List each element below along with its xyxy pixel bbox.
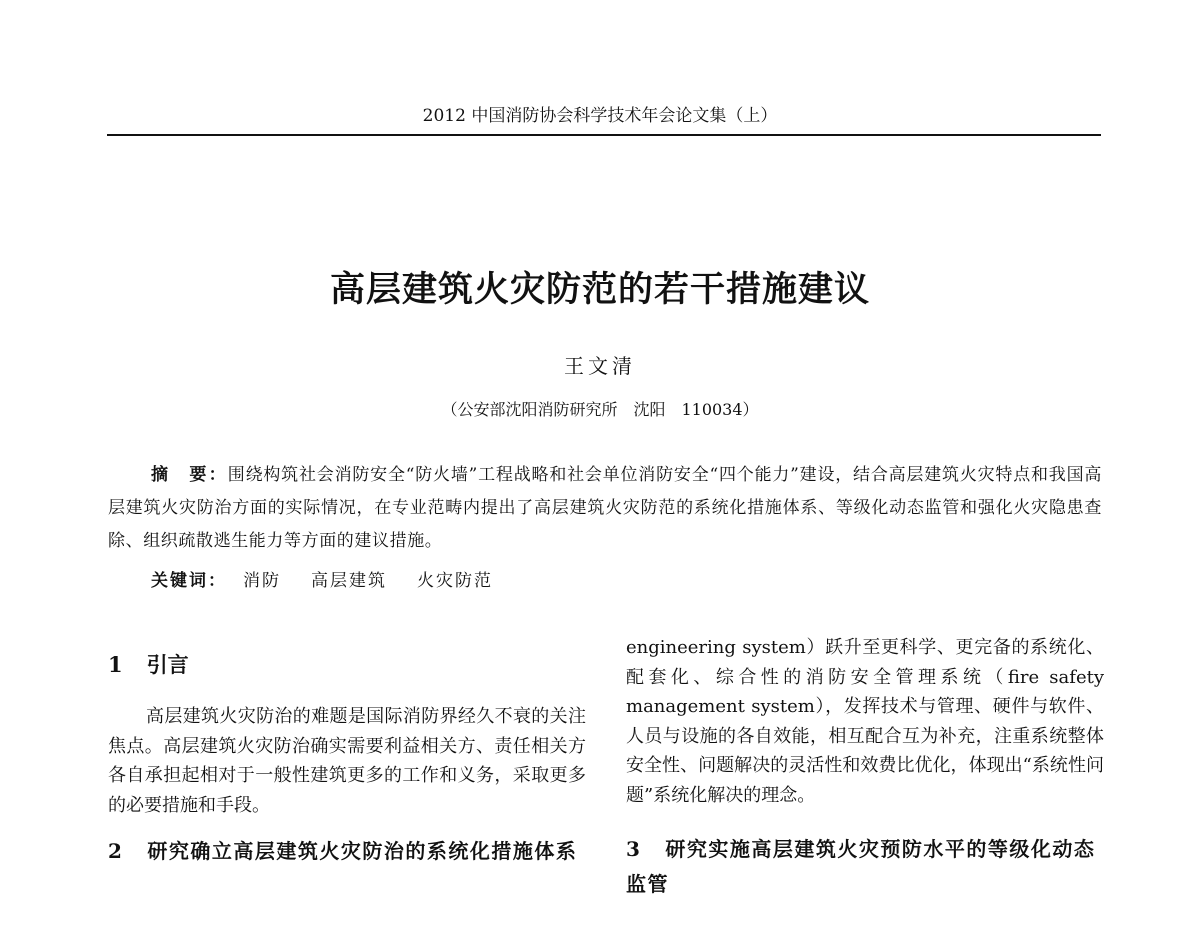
keywords — [151, 567, 1051, 595]
right-column — [626, 633, 1104, 902]
article-title: 高层建筑火灾防范的若干措施建议 — [329, 269, 870, 310]
section-heading-3 — [626, 832, 1104, 902]
running-head: 2012 中国消防协会科学技术年会论文集（上） — [422, 106, 778, 126]
section-heading-1 — [108, 650, 586, 680]
keyword-item: 高层建筑 — [311, 571, 387, 591]
abstract-text: 围绕构筑社会消防安全“防火墙”工程战略和社会单位消防安全“四个能力”建设，结合高层建筑火灾特点和我国高层建筑火灾防治方面的实际情况，在专业范畴内提出了高层建筑火灾防范的系统化措施体系、等级化动态监管和强化火灾隐患查除、组织疏散逃生能力等方面的建议措施。 — [108, 465, 1102, 551]
keywords-label: 关键词： — [151, 571, 227, 591]
author-name: 王文清 — [564, 354, 636, 378]
abstract-label: 摘 要： — [151, 465, 228, 485]
section-number: 2 — [108, 839, 124, 863]
header-rule — [107, 134, 1101, 136]
author-affiliation: （公安部沈阳消防研究所 沈阳 110034） — [441, 400, 759, 419]
section-title: 研究确立高层建筑火灾防治的系统化措施体系 — [147, 839, 578, 863]
paragraph: 高层建筑火灾防治的难题是国际消防界经久不衰的关注焦点。高层建筑火灾防治确实需要利益相关方、责任相关方各自承担起相对于一般性建筑更多的工作和义务，采取更多的必要措施和手段。 — [108, 706, 586, 816]
section-title: 引言 — [146, 652, 189, 677]
left-column — [108, 630, 586, 869]
section-heading-2 — [108, 834, 586, 869]
section-title: 研究实施高层建筑火灾预防水平的等级化动态监管 — [626, 837, 1096, 896]
keyword-item: 火灾防范 — [417, 571, 493, 591]
abstract — [108, 459, 1102, 558]
keyword-item: 消防 — [243, 571, 281, 591]
section-number: 1 — [108, 652, 123, 677]
section-number: 3 — [626, 837, 642, 861]
paragraph: engineering system）跃升至更科学、更完备的系统化、配套化、综合性的消防安全管理系统（fire safety management system），发挥技术与管理、硬件与软件、人员与设施的各自效能，相互配合互为补充，注重系统整体安全性、问题解决的灵活性和效费比优化，体现出“系统性问题”系统化解决的理念。 — [626, 637, 1104, 806]
